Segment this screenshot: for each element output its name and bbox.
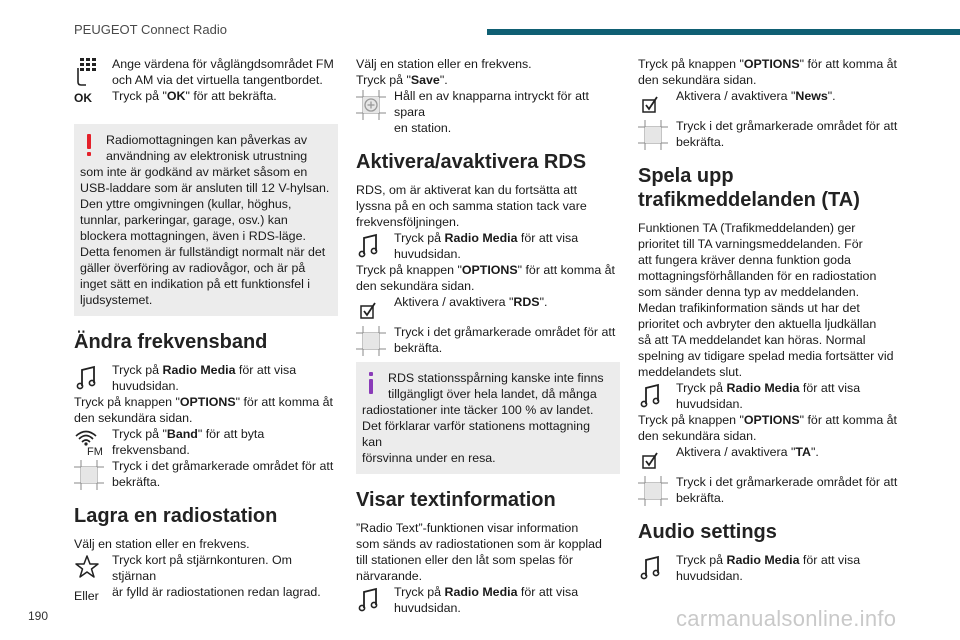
heading-rds: Aktivera/avaktivera RDS xyxy=(356,151,587,173)
add-circle-icon xyxy=(356,90,384,118)
band-step-2: Tryck på knappen "OPTIONS" för att komma åt den sekundära sidan. xyxy=(74,395,333,425)
grey-area-icon xyxy=(638,476,666,504)
fm-label: FM xyxy=(87,446,103,456)
column-1: OK Ange värdena för våglängdsområdet FM och AM via det virtuella tangentbordet. Tryck på "OK" för att bekräfta. Radiomottagningen kan påverkas av användning av elektronisk utrustning som inte är godkänd av märket såsom en USB-laddare som är ansluten till 12 V-hylsan. Den yttre omgivningen (kullar, höghus, tunnlar, parkeringar, garage, osv.) kan blockera mottagningen, även i RDS-läge. Detta fenomen är fullständigt normalt när det gäller överföring av radiovågor, och är på inget sätt en indikation på ett funktionsfel i ljudsystemet. Ändra frekvensband Tryck på Radio Media för att visa huvudsidan. Tryck på knappen "OPTIONS" för att komma åt den sekundära sidan. FM Tryck på "Band" för att byta frekvensband. Tryck i det gråmarkerade området för att bekräfta. Lagra en radiostation Välj en station eller en frekvens. Tryck kort på stjärnkonturen. Om stjärnan är fylld är radiostationen redan lagrad. Eller xyxy=(74,56,338,604)
audio-step-1: Tryck på Radio Media för att visa huvudsidan. xyxy=(638,552,902,584)
checkbox-check-icon xyxy=(638,90,666,118)
info-icon xyxy=(366,372,376,394)
running-header: PEUGEOT Connect Radio xyxy=(74,22,227,37)
rds-step-confirm: Tryck i det gråmarkerade området för att bekräfta. xyxy=(356,324,620,356)
band-step-1: Tryck på Radio Media för att visa huvudsidan. xyxy=(74,362,338,394)
rds-step-1: Tryck på Radio Media för att visa huvudsidan. xyxy=(356,230,620,262)
rds-step-activate: Aktivera / avaktivera "RDS". xyxy=(356,294,620,324)
music-note-icon xyxy=(638,382,666,410)
radio-waves-icon xyxy=(74,428,102,456)
page-number: 190 xyxy=(28,609,49,623)
grey-area-icon xyxy=(638,120,666,148)
column-3: Tryck på knappen "OPTIONS" för att komma åt den sekundära sidan. Aktivera / avaktivera "News". Tryck i det gråmarkerade området för att bekräfta. Spela upp trafikmeddelanden (TA) Funktionen TA (Trafikmeddelanden) ger prioritet till TA varningsmeddelanden. För att fungera kräver denna funktion goda mottagningsförhållanden för en radiostation som sänder denna typ av meddelanden. Medan trafikinformation sänds ut har det prioritet och avbryter den aktuella ljudkällan så att TA meddelandet kan höras. Normal spelning av tidigare spelad media fortsätter vid meddelandets slut. Tryck på Radio Media för att visa huvudsidan. Tryck på knappen "OPTIONS" för att komma åt den sekundära sidan. Aktivera / avaktivera "TA". Tryck i det gråmarkerade området för att bekräfta. Audio settings Tryck på Radio Media för att visa huvudsidan. xyxy=(638,56,902,584)
music-note-icon xyxy=(356,232,384,260)
music-note-icon xyxy=(356,586,384,614)
store-step-star: Tryck kort på stjärnkonturen. Om stjärnan är fylld är radiostationen redan lagrad. xyxy=(74,552,338,600)
header-accent-bar xyxy=(487,29,960,35)
heading-change-band: Ändra frekvensband xyxy=(74,331,268,353)
band-step-4: Tryck i det gråmarkerade området för att bekräfta. xyxy=(74,458,338,490)
keypad-icon xyxy=(74,58,102,105)
ta-step-1: Tryck på Radio Media för att visa huvudsidan. xyxy=(638,380,902,412)
heading-audio-settings: Audio settings xyxy=(638,521,777,543)
fm-am-entry: OK Ange värdena för våglängdsområdet FM och AM via det virtuella tangentbordet. Tryck på "OK" för att bekräfta. xyxy=(74,57,334,105)
grey-area-icon xyxy=(356,326,384,354)
checkbox-check-icon xyxy=(356,296,384,324)
column-2: Välj en station eller en frekvens. Tryck på "Save". Håll en av knapparna intryckt för att spara en station. Aktivera/avaktivera RDS RDS, om är aktiverat kan du fortsätta att lyssna på en och samma station tack vare frekvensföljningen. Tryck på Radio Media för att visa huvudsidan. Tryck på knappen "OPTIONS" för att komma åt den sekundära sidan. Aktivera / avaktivera "RDS". Tryck i det gråmarkerade området för att bekräfta. RDS stationsspårning kanske inte finns tillgängligt över hela landet, då många radiostationer inte täcker 100 % av landet. Det förklarar varför stationens mottagning kan försvinna under en resa. Visar textinformation ”Radio Text”-funktionen visar information som sänds av radiostationen som är kopplad till stationen eller den låt som spelas för närvarande. Tryck på Radio Media för att visa huvudsidan. xyxy=(356,56,620,616)
news-confirm: Tryck i det gråmarkerade området för att bekräfta. xyxy=(638,118,902,150)
music-note-icon xyxy=(74,364,102,392)
news-step: Aktivera / avaktivera "News". xyxy=(638,88,902,118)
save-step: Håll en av knapparna intryckt för att spara en station. xyxy=(356,88,620,136)
ta-step-activate: Aktivera / avaktivera "TA". xyxy=(638,444,902,474)
grey-area-icon xyxy=(74,460,102,488)
heading-traffic: Spela upp trafikmeddelanden (TA) xyxy=(638,165,860,211)
band-step-3: FM Tryck på "Band" för att byta frekvensband. xyxy=(74,426,338,458)
heading-store-station: Lagra en radiostation xyxy=(74,505,278,527)
ok-label: OK xyxy=(74,91,92,105)
watermark-url[interactable]: carmanualsonline.info xyxy=(676,606,897,631)
heading-text-info: Visar textinformation xyxy=(356,489,556,511)
warning-icon xyxy=(84,134,94,156)
info-note: RDS stationsspårning kanske inte finns tillgängligt över hela landet, då många radiostationer inte täcker 100 % av landet. Det förklarar varför stationens mottagning kan försvinna under en resa. xyxy=(356,362,620,474)
ta-step-confirm: Tryck i det gråmarkerade området för att bekräfta. xyxy=(638,474,902,506)
warning-note: Radiomottagningen kan påverkas av användning av elektronisk utrustning som inte är godkänd av märket såsom en USB-laddare som är ansluten till 12 V-hylsan. Den yttre omgivningen (kullar, höghus, tunnlar, parkeringar, garage, osv.) kan blockera mottagningen, även i RDS-läge. Detta fenomen är fullständigt normalt när det gäller överföring av radiovågor, och är på inget sätt en indikation på ett funktionsfel i ljudsystemet. xyxy=(74,124,338,316)
text-step-1: Tryck på Radio Media för att visa huvudsidan. xyxy=(356,584,620,616)
star-outline-icon xyxy=(74,554,102,582)
music-note-icon xyxy=(638,554,666,582)
checkbox-check-icon xyxy=(638,446,666,474)
